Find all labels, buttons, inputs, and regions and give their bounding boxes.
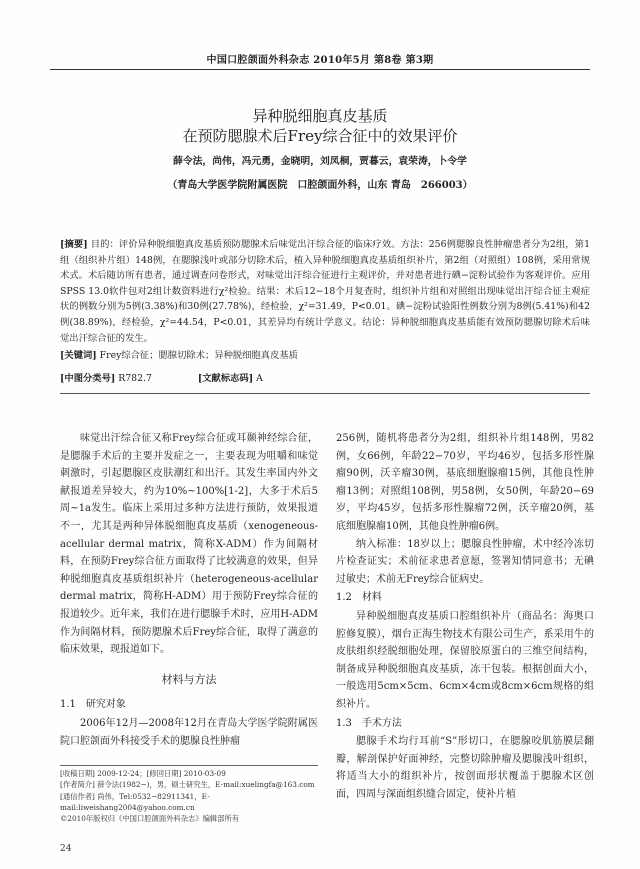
doc-code: A — [256, 373, 263, 384]
subsection-1-3: 1.3 手术方法 — [336, 717, 402, 729]
page-number: 24 — [60, 844, 72, 854]
keywords-text: Frey综合征；腮腺切除术；异种脱细胞真皮基质 — [99, 350, 298, 361]
right-paragraph-1: 256例，随机将患者分为2组，组织补片组148例，男82例，女66例，年龄22−70岁，平均46岁，包括多形性腺瘤90例，沃辛瘤30例，基底细胞腺瘤15例，其他良性肿瘤13例；对照组108例，男58例，女50例，年龄20−69岁，平均45岁，包括多形性腺瘤72例，沃辛瘤20例，基底细胞腺瘤10例，其他良性肿瘤6例。 — [336, 433, 594, 532]
footnote-rule — [60, 765, 318, 766]
clc-code: R782.7 — [118, 373, 152, 384]
footnotes — [60, 768, 330, 824]
subsection-1-2-text: 异种脱细胞真皮基质口腔组织补片（商品名：海奥口腔修复膜），烟台正海生物技术有限公司生产，系采用牛的皮肤组织经脱细胞处理，保留胶原蛋白的三维空间结构，制备成异种脱细胞真皮基质，冻干包装。根据创面大小，一般选用5cm×5cm、6cm×4cm或8cm×6cm规格的组织补片。 — [336, 610, 594, 710]
keywords — [60, 347, 590, 361]
doc-code-tag: [文献标志码] — [197, 373, 254, 384]
header-rule — [50, 69, 590, 70]
abstract-text: 目的：评价异种脱细胞真皮基质预防腮腺术后味觉出汗综合征的临床疗效。方法：256例腮腺良性肿瘤患者分为2组，第1组（组织补片组）148例，在腮腺浅叶或部分切除术后，植入异种脱细胞真皮基质组织补片，第2组（对照组）108例，采用常规术式。术后随访所有患者，通过调查问卷形式，对味觉出汗综合征进行主观评价，并对患者进行碘−淀粉试验作为客观评价。应用SPSS 13.0软件包对2组计数资料进行χ²检验。结果：术后12−18个月复查时，组织补片组和对照组出现味觉出汗综合征主观症状的例数分别为5例(3.38%)和30例(27.78%)，经检验，χ²=31.49，P<0.01。碘−淀粉试验阳性例数分别为8例(5.41%)和42例(38.89%)，经检验，χ²=44.54，P<0.01，其差异均有统计学意义。结论：异种脱细胞真皮基质能有效预防腮腺切除术后味觉出汗综合征的发生。 — [60, 239, 590, 344]
abstract-tag: [摘要] — [60, 239, 88, 250]
footnote-copyright: ©2010年版权归《中国口腔颌面外科杂志》编辑部所有 — [60, 814, 240, 824]
abstract — [60, 237, 590, 346]
affiliation: （青岛大学医学院附属医院 口腔颌面外科，山东 青岛 266003） — [167, 180, 473, 191]
right-paragraph-2: 纳入标准：18岁以上；腮腺良性肿瘤，术中经冷冻切片检查证实；术前征求患者意愿，签署知情同意书；无碘过敏史；术前无Frey综合征病史。 — [336, 538, 594, 585]
running-header: 中国口腔颌面外科杂志 2010年5月 第8卷 第3期 — [206, 55, 434, 66]
subsection-1-3-text: 腮腺手术均行耳前“S”形切口，在腮腺咬肌筋膜层翻瓣，解剖保护好面神经，完整切除肿瘤及腮腺浅叶组织，将适当大小的组织补片，按创面形状覆盖于腮腺术区创面，四周与深面组织缝合固定，使补片植 — [336, 736, 594, 800]
classification — [60, 370, 590, 384]
footnote-received: [收稿日期] 2009-12-24；[修回日期] 2010-03-09 — [60, 769, 226, 778]
intro-paragraph: 味觉出汗综合征又称Frey综合征或耳颞神经综合征，是腮腺手术后的主要并发症之一，主要表现为咀嚼和味觉刺激时，引起腮腺区皮肤潮红和出汗。其发生率国内外文献报道差异较大，约为10%~100%[1-2]，大多于术后5周~1a发生。临床上采用过多种方法进行预防，效果报道不一，尤其是两种异体脱细胞真皮基质（xenogeneous-acellular dermal matrix，简称X-ADM）作为间隔材料，在预防Frey综合征方面取得了比较满意的效果，但异种脱细胞真皮基质组织补片（heterogeneous-acellular dermal matrix，简称H-ADM）用于预防Frey综合征的报道较少。近年来，我们在进行腮腺手术时，应用H-ADM作为间隔材料，预防腮腺术后Frey综合征，取得了满意的临床效果，现报道如下。 — [60, 433, 318, 656]
keywords-tag: [关键词] — [60, 350, 97, 361]
article-title-line2: 在预防腮腺术后Frey综合征中的效果评价 — [182, 127, 458, 145]
subsection-1-1: 1.1 研究对象 — [60, 699, 126, 711]
subsection-1-2: 1.2 材料 — [336, 592, 382, 604]
author-list: 薛令法，尚伟，冯元勇，金晓明，刘凤桐，贾暮云，袁荣涛，卜令学 — [173, 156, 467, 167]
footnote-correspondence: [通信作者] 尚伟，Tel:0532−82911341，E-mail:liweishang2004@yahoo.com.cn — [60, 791, 210, 812]
clc-tag: [中图分类号] — [60, 373, 116, 384]
footnote-author: [作者简介] 薛令法(1982−)，男，硕士研究生，E-mail:xuelingfa@163.com — [60, 780, 315, 790]
article-title-line1: 异种脱细胞真皮基质 — [252, 107, 388, 125]
subsection-1-1-text: 2006年12月—2008年12月在青岛大学医学院附属医院口腔颌面外科接受手术的腮腺良性肿瘤 — [60, 717, 318, 747]
left-column — [60, 430, 318, 750]
right-column — [336, 430, 594, 803]
section-title: 材料与方法 — [161, 672, 217, 686]
abstract-divider — [60, 393, 590, 394]
